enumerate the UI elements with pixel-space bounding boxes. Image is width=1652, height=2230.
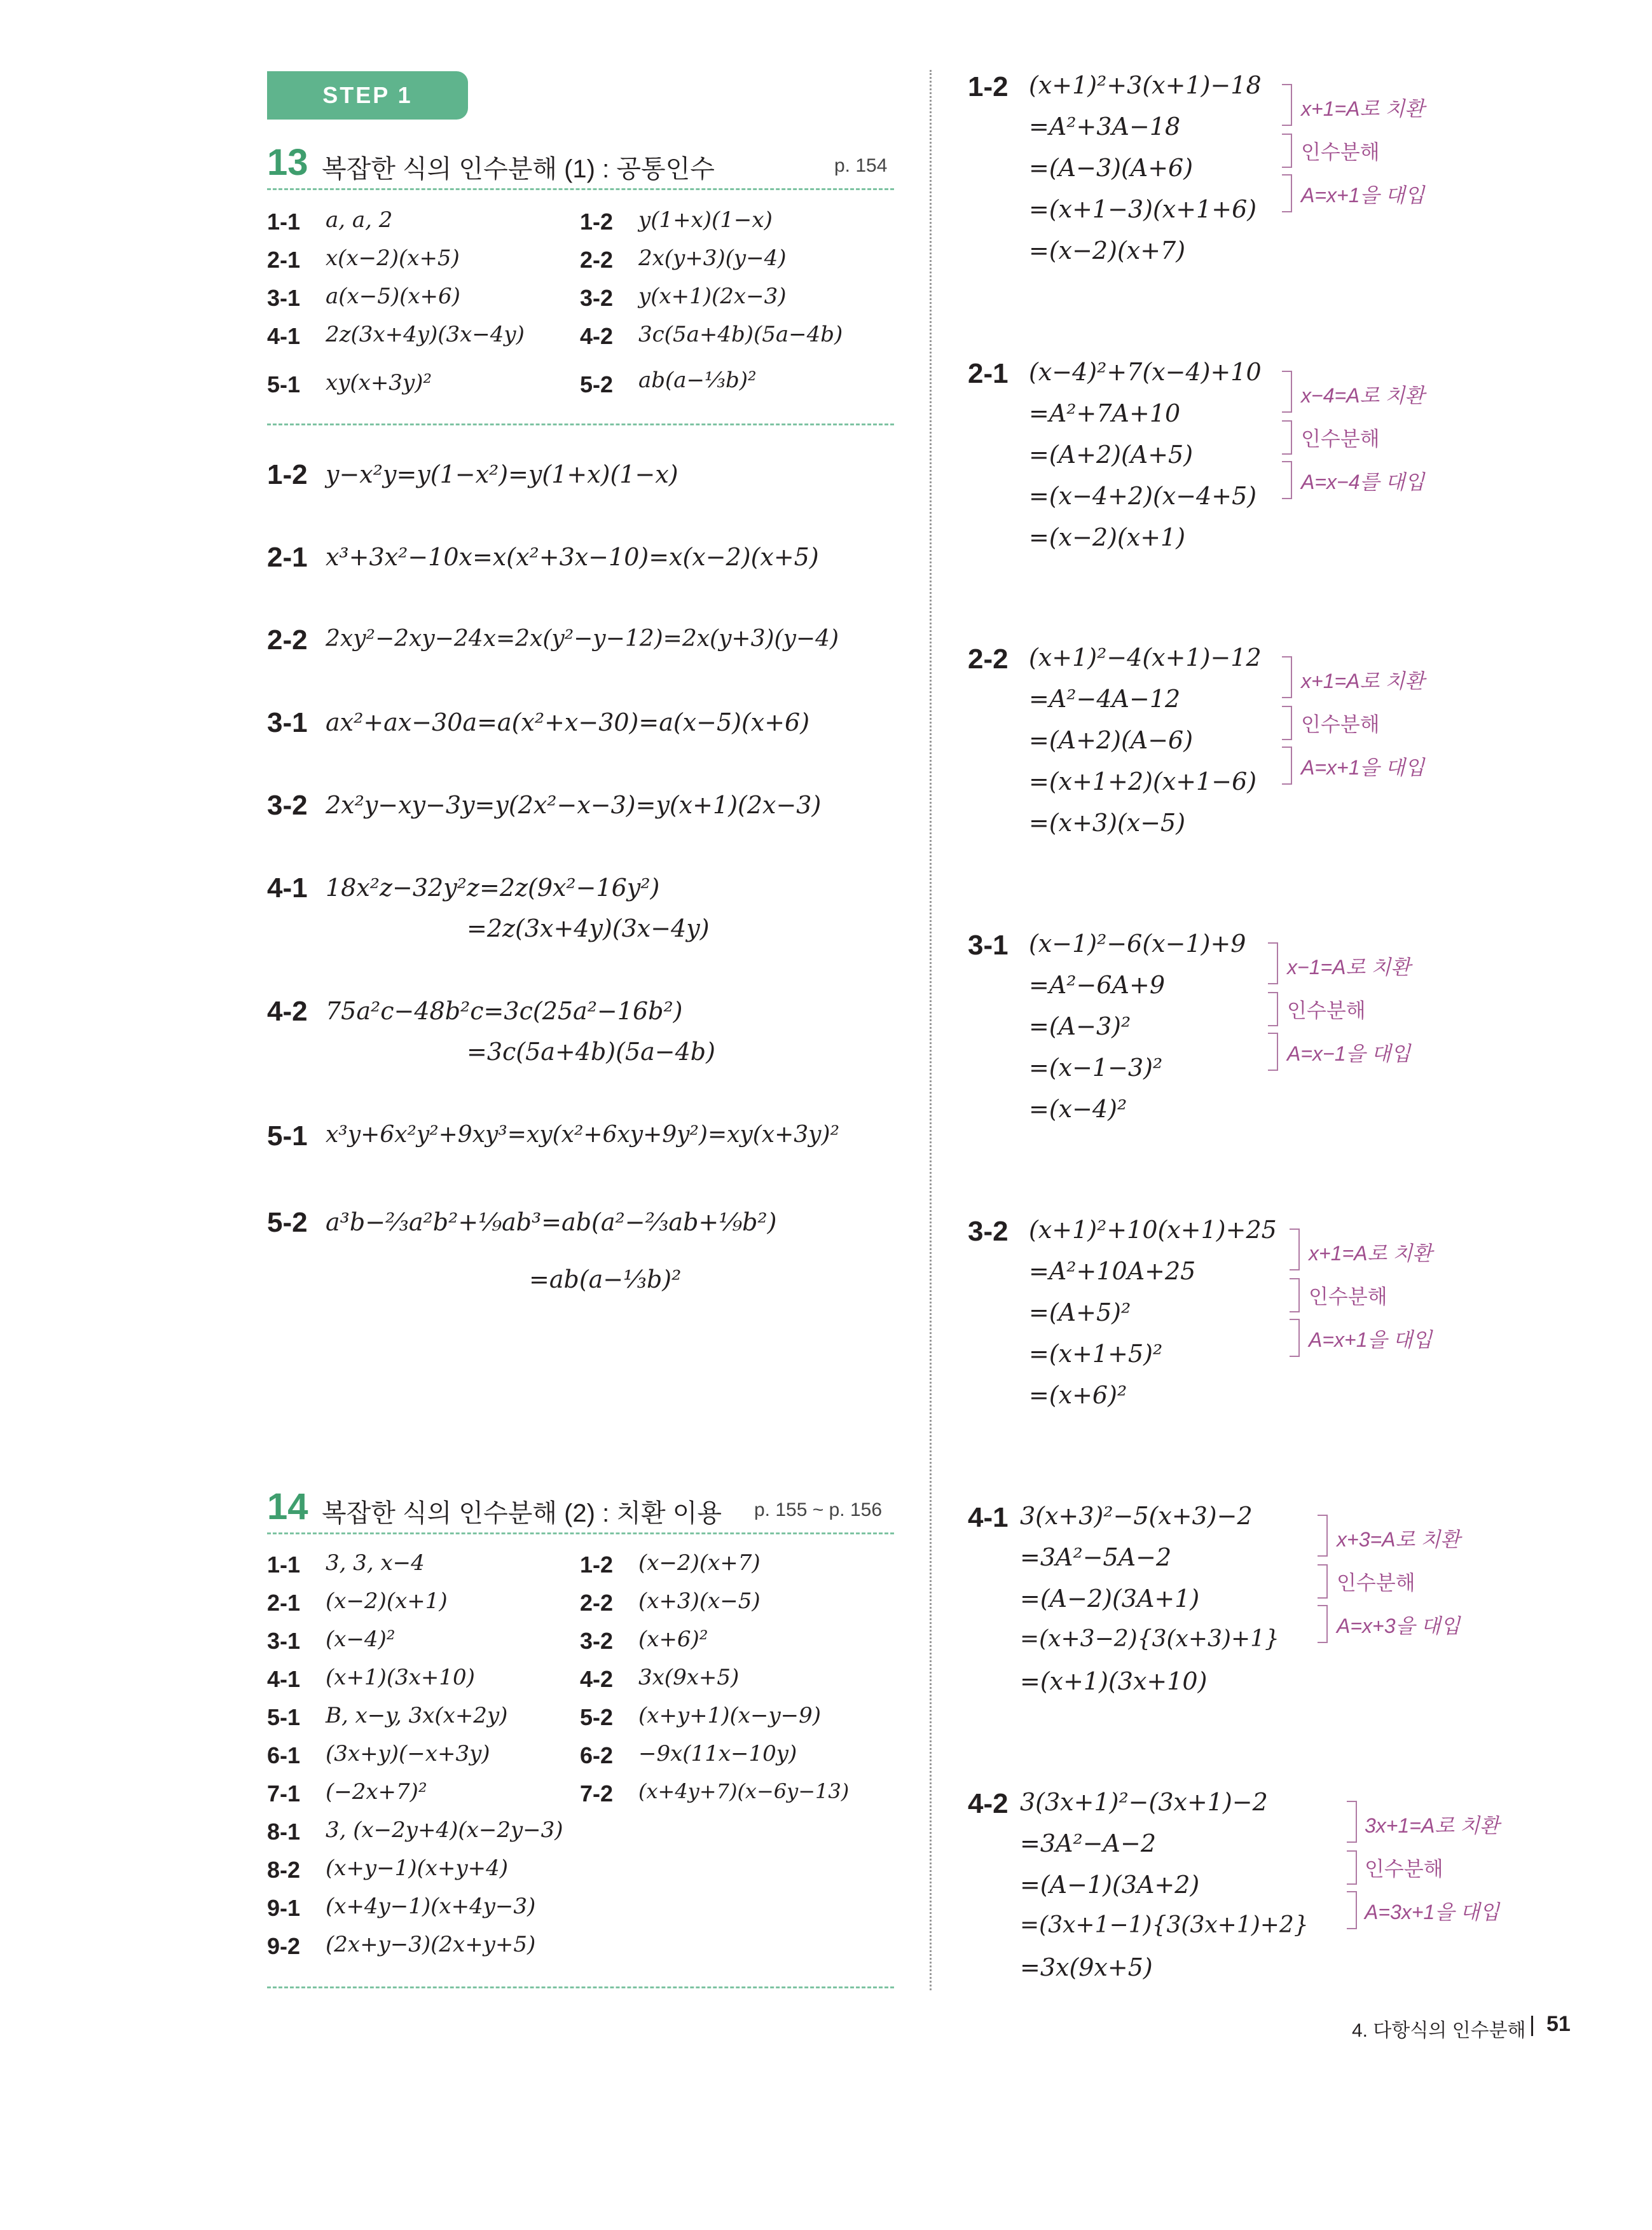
solution-line: (x+1)²+10(x+1)+25	[1029, 1216, 1277, 1244]
solution-label: 4-1	[968, 1502, 1008, 1533]
solution-label: 3-2	[267, 790, 308, 821]
answer-label: 4-1	[267, 323, 301, 349]
answer-value: (x+y+1)(x−y−9)	[638, 1703, 822, 1728]
solution-line: =(x+1+5)²	[1029, 1340, 1163, 1368]
answer-value: 2x(y+3)(y−4)	[638, 245, 787, 271]
solution-line: =3x(9x+5)	[1020, 1953, 1153, 1981]
bracket-arrow	[1268, 992, 1278, 1026]
solution-line: 75a²c−48b²c=3c(25a²−16b²)	[326, 997, 683, 1025]
solution-line: =(x+3)(x−5)	[1029, 809, 1186, 837]
substitution-note: 3x+1=A로 치환	[1365, 1814, 1499, 1837]
solution-line: (x+1)²−4(x+1)−12	[1029, 644, 1262, 671]
substitution-note: x−4=A로 치환	[1301, 384, 1425, 407]
solution-label: 2-1	[968, 358, 1008, 389]
bracket-arrow	[1282, 420, 1292, 455]
solution-line: =3c(5a+4b)(5a−4b)	[467, 1038, 715, 1066]
answer-value: 2z(3x+4y)(3x−4y)	[326, 322, 525, 347]
solution-label: 5-1	[267, 1120, 308, 1152]
solution-label: 4-2	[968, 1788, 1008, 1819]
substitution-note: A=x+1을 대입	[1301, 184, 1425, 207]
solution-label: 3-1	[968, 930, 1008, 961]
solution-line: =(A+5)²	[1029, 1298, 1131, 1326]
answer-label: 8-1	[267, 1819, 301, 1845]
page-number: 51	[1546, 2012, 1571, 2036]
answer-label: 5-2	[580, 371, 614, 397]
answer-label: 3-1	[267, 1628, 301, 1654]
solution-line: =(x+1)(3x+10)	[1020, 1667, 1208, 1695]
answer-label: 9-2	[267, 1933, 301, 1959]
answer-value: −9x(11x−10y)	[638, 1741, 797, 1766]
bracket-arrow	[1282, 371, 1292, 413]
solution-label: 2-1	[267, 542, 308, 573]
answer-label: 6-2	[580, 1742, 614, 1768]
answer-value: (2x+y−3)(2x+y+5)	[326, 1932, 536, 1957]
answer-label: 2-2	[580, 247, 614, 273]
answer-value: 3c(5a+4b)(5a−4b)	[638, 322, 843, 347]
solution-line: =(A+2)(A−6)	[1029, 726, 1194, 754]
answer-label: 3-2	[580, 285, 614, 311]
solution-line: 3(3x+1)²−(3x+1)−2	[1020, 1788, 1268, 1816]
answer-label: 4-2	[580, 323, 614, 349]
answer-value: xy(x+3y)²	[326, 370, 432, 396]
solution-label: 2-2	[267, 624, 308, 656]
answer-value: B, x−y, 3x(x+2y)	[326, 1703, 508, 1728]
answer-value: (3x+y)(−x+3y)	[326, 1741, 490, 1766]
answer-value: y(1+x)(1−x)	[638, 207, 773, 233]
answer-value: a(x−5)(x+6)	[326, 284, 460, 309]
answer-value: (−2x+7)²	[326, 1779, 427, 1805]
bracket-arrow	[1282, 706, 1292, 740]
bracket-arrow	[1318, 1605, 1328, 1643]
solution-label: 4-1	[267, 872, 308, 904]
solution-line: =3A²−A−2	[1020, 1829, 1156, 1857]
section-14-title: 복잡한 식의 인수분해 (2) : 치환 이용	[322, 1499, 722, 1527]
substitution-note: x+1=A로 치환	[1301, 97, 1425, 120]
substitution-note: x−1=A로 치환	[1287, 956, 1411, 979]
answer-value: (x−2)(x+1)	[326, 1588, 448, 1614]
footer-chapter: 4. 다항식의 인수분해	[1352, 2020, 1526, 2041]
answer-value: ab(a−⅓b)²	[638, 368, 757, 393]
answer-label: 5-1	[267, 1704, 301, 1730]
solution-label: 3-2	[968, 1216, 1008, 1247]
solution-label: 5-2	[267, 1207, 308, 1238]
solution-line: =2z(3x+4y)(3x−4y)	[467, 914, 710, 942]
answer-value: 3, (x−2y+4)(x−2y−3)	[326, 1817, 563, 1843]
substitution-note: A=x+3을 대입	[1337, 1614, 1461, 1637]
answer-label: 7-2	[580, 1780, 614, 1807]
footer-divider	[1531, 2016, 1533, 2036]
substitution-note: A=x−1을 대입	[1287, 1042, 1411, 1065]
answer-label: 6-1	[267, 1742, 301, 1768]
answer-value: 3, 3, x−4	[326, 1550, 425, 1576]
dashed-divider	[267, 188, 894, 190]
substitution-note: 인수분해	[1365, 1857, 1443, 1880]
solution-line: =(x−1−3)²	[1029, 1054, 1163, 1082]
substitution-note: x+1=A로 치환	[1309, 1242, 1433, 1265]
solution-line: 2x²y−xy−3y=y(2x²−x−3)=y(x+1)(2x−3)	[326, 791, 822, 819]
solution-label: 1-2	[968, 71, 1008, 102]
solution-line: =(A+2)(A+5)	[1029, 441, 1194, 469]
solution-line: =(A−1)(3A+2)	[1020, 1871, 1200, 1899]
dashed-divider	[267, 1532, 894, 1534]
answer-label: 1-2	[580, 1552, 614, 1578]
answer-label: 4-2	[580, 1666, 614, 1692]
answer-label: 1-1	[267, 209, 301, 235]
bracket-arrow	[1347, 1801, 1357, 1843]
solution-line: y−x²y=y(1−x²)=y(1+x)(1−x)	[326, 460, 678, 488]
answer-label: 5-1	[267, 371, 301, 397]
bracket-arrow	[1318, 1564, 1328, 1599]
solution-line: =(A−2)(3A+1)	[1020, 1585, 1200, 1613]
answer-label: 1-2	[580, 209, 614, 235]
solution-line: =A²−6A+9	[1029, 971, 1165, 999]
solution-line: =A²+3A−18	[1029, 113, 1181, 141]
section-13-title: 복잡한 식의 인수분해 (1) : 공통인수	[322, 155, 715, 183]
solution-line: =(x−2)(x+7)	[1029, 237, 1186, 265]
solution-line: 3(x+3)²−5(x+3)−2	[1020, 1502, 1253, 1530]
answer-label: 2-1	[267, 247, 301, 273]
bracket-arrow	[1290, 1229, 1300, 1270]
answer-value: (x−2)(x+7)	[638, 1550, 761, 1576]
solution-label: 4-2	[267, 996, 308, 1027]
dashed-divider	[267, 1986, 894, 1988]
answer-label: 2-2	[580, 1590, 614, 1616]
answer-value: a, a, 2	[326, 207, 393, 233]
bracket-arrow	[1318, 1515, 1328, 1557]
solution-line: =(x−4+2)(x−4+5)	[1029, 482, 1257, 510]
solution-line: =A²+10A+25	[1029, 1257, 1196, 1285]
solution-line: (x+1)²+3(x+1)−18	[1029, 71, 1262, 99]
bracket-arrow	[1282, 134, 1292, 168]
substitution-note: 인수분해	[1301, 141, 1380, 163]
bracket-arrow	[1268, 942, 1278, 984]
substitution-note: 인수분해	[1287, 999, 1366, 1022]
answer-label: 9-1	[267, 1895, 301, 1921]
answer-label: 4-1	[267, 1666, 301, 1692]
answer-label: 3-2	[580, 1628, 614, 1654]
answer-value: x(x−2)(x+5)	[326, 245, 460, 271]
bracket-arrow	[1282, 747, 1292, 785]
solution-line: a³b−⅔a²b²+⅑ab³=ab(a²−⅔ab+⅑b²)	[326, 1208, 777, 1236]
substitution-note: A=x+1을 대입	[1309, 1328, 1433, 1351]
answer-label: 5-2	[580, 1704, 614, 1730]
bracket-arrow	[1347, 1891, 1357, 1929]
solution-line: =(A−3)²	[1029, 1012, 1131, 1040]
answer-label: 2-1	[267, 1590, 301, 1616]
dashed-divider	[267, 423, 894, 425]
bracket-arrow	[1282, 461, 1292, 499]
solution-line: =(x+1−3)(x+1+6)	[1029, 195, 1257, 223]
solution-line: 2xy²−2xy−24x=2x(y²−y−12)=2x(y+3)(y−4)	[326, 626, 839, 652]
substitution-note: 인수분해	[1301, 713, 1380, 736]
solution-line: =ab(a−⅓b)²	[529, 1265, 682, 1293]
bracket-arrow	[1347, 1850, 1357, 1885]
substitution-note: A=3x+1을 대입	[1365, 1901, 1499, 1924]
solution-label: 1-2	[267, 459, 308, 490]
substitution-note: 인수분해	[1301, 427, 1380, 450]
answer-label: 3-1	[267, 285, 301, 311]
answer-value: (x+3)(x−5)	[638, 1588, 761, 1614]
solution-line: =(x+1+2)(x+1−6)	[1029, 767, 1257, 795]
solution-line: =(x+6)²	[1029, 1381, 1127, 1409]
bracket-arrow	[1290, 1278, 1300, 1312]
answer-value: y(x+1)(2x−3)	[638, 284, 787, 309]
substitution-note: 인수분해	[1337, 1571, 1415, 1594]
answer-label: 8-2	[267, 1857, 301, 1883]
bracket-arrow	[1268, 1033, 1278, 1071]
step-badge: STEP 1	[267, 71, 468, 120]
section-13-number: 13	[267, 142, 308, 183]
answer-value: 3x(9x+5)	[638, 1665, 740, 1690]
solution-line: (x−1)²−6(x−1)+9	[1029, 930, 1246, 958]
answer-value: (x+1)(3x+10)	[326, 1665, 475, 1690]
section-14-page-ref: p. 155 ~ p. 156	[754, 1499, 883, 1520]
bracket-arrow	[1290, 1319, 1300, 1357]
solution-line: x³+3x²−10x=x(x²+3x−10)=x(x−2)(x+5)	[326, 543, 819, 571]
bracket-arrow	[1282, 656, 1292, 698]
solution-line: ax²+ax−30a=a(x²+x−30)=a(x−5)(x+6)	[326, 708, 810, 736]
solution-label: 2-2	[968, 644, 1008, 675]
substitution-note: A=x+1을 대입	[1301, 756, 1425, 779]
bracket-arrow	[1282, 174, 1292, 212]
bracket-arrow	[1282, 84, 1292, 126]
solution-line: x³y+6x²y²+9xy³=xy(x²+6xy+9y²)=xy(x+3y)²	[326, 1122, 839, 1148]
section-13-page-ref: p. 154	[834, 155, 888, 176]
solution-line: =(x−4)²	[1029, 1095, 1127, 1123]
column-separator	[930, 70, 932, 1990]
answer-value: (x−4)²	[326, 1627, 396, 1652]
solution-line: =(3x+1−1){3(3x+1)+2}	[1020, 1912, 1309, 1938]
substitution-note: 인수분해	[1309, 1285, 1387, 1308]
solution-line: =(x+3−2){3(x+3)+1}	[1020, 1626, 1279, 1652]
solution-line: (x−4)²+7(x−4)+10	[1029, 358, 1262, 386]
solution-label: 3-1	[267, 707, 308, 738]
solution-line: =3A²−5A−2	[1020, 1543, 1172, 1571]
solution-line: =(A−3)(A+6)	[1029, 154, 1194, 182]
solution-line: 18x²z−32y²z=2z(9x²−16y²)	[326, 874, 660, 902]
answer-value: (x+4y+7)(x−6y−13)	[638, 1779, 850, 1803]
solution-line: =A²+7A+10	[1029, 399, 1181, 427]
section-14-number: 14	[267, 1486, 308, 1527]
substitution-note: x+3=A로 치환	[1337, 1528, 1461, 1551]
solution-line: =(x−2)(x+1)	[1029, 523, 1186, 551]
answer-value: (x+6)²	[638, 1627, 708, 1652]
solution-line: =A²−4A−12	[1029, 685, 1181, 713]
substitution-note: x+1=A로 치환	[1301, 670, 1425, 692]
answer-value: (x+y−1)(x+y+4)	[326, 1855, 509, 1881]
substitution-note: A=x−4를 대입	[1301, 471, 1425, 493]
answer-label: 7-1	[267, 1780, 301, 1807]
answer-label: 1-1	[267, 1552, 301, 1578]
answer-value: (x+4y−1)(x+4y−3)	[326, 1894, 536, 1919]
